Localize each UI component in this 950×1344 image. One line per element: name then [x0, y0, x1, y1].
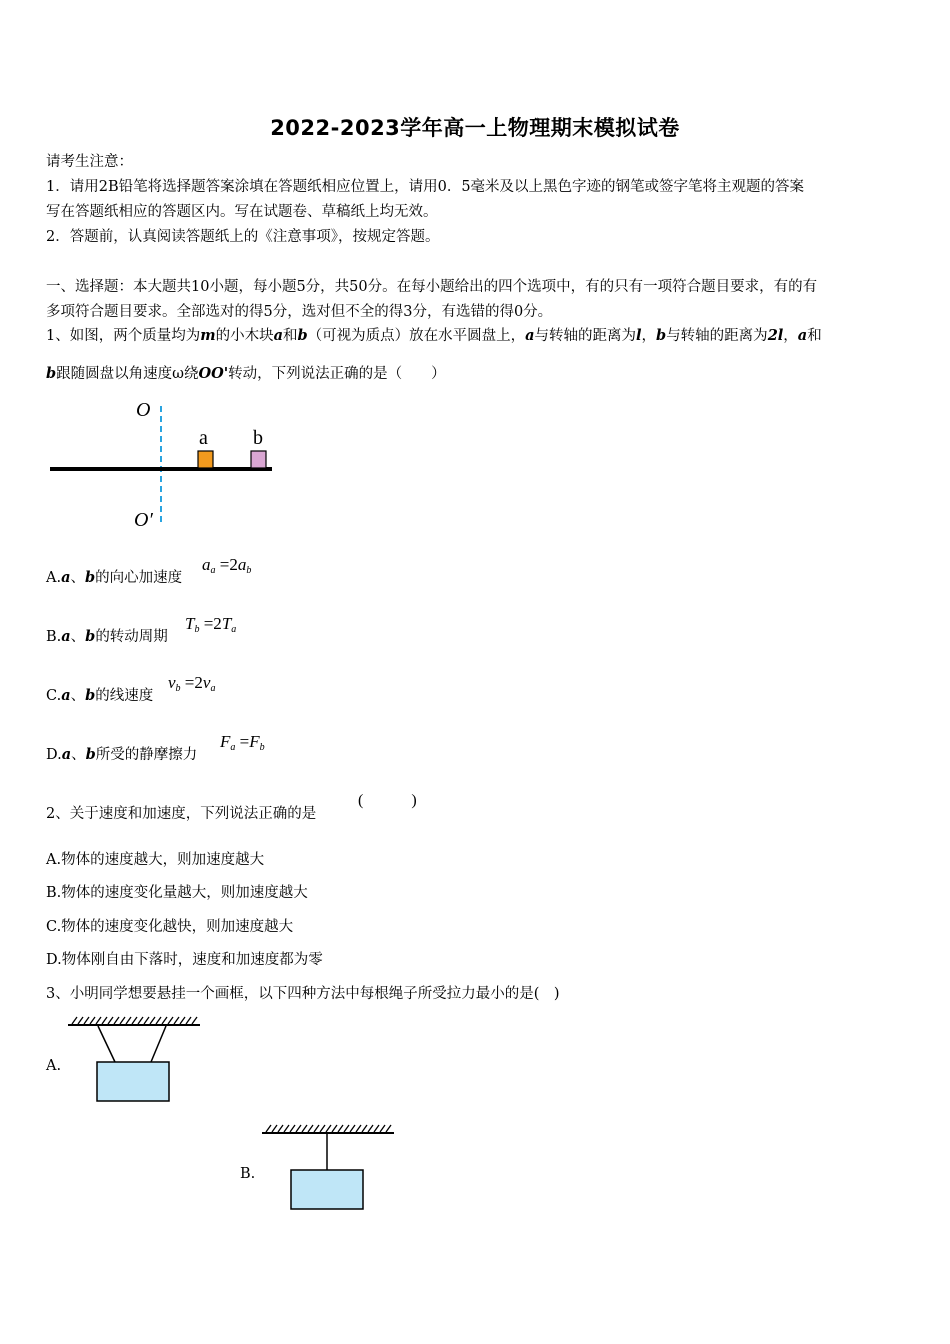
hatch-stroke — [320, 1125, 325, 1132]
q2-option-d[interactable]: D.物体刚自由下落时，速度和加速度都为零 — [46, 952, 323, 968]
hatch-stroke — [126, 1017, 131, 1024]
axis-label-o: O — [136, 399, 151, 421]
axis-label-o-prime: O′ — [134, 509, 153, 531]
section-heading-line-1: 一、选择题：本大题共10小题，每小题5分，共50分。在每小题给出的四个选项中，有的只有一项符合题目要求，有的有 — [46, 279, 818, 295]
q3-stem: 3、小明同学想要悬挂一个画框，以下四种方法中每根绳子所受拉力最小的是( ) — [46, 986, 560, 1002]
hatch-stroke — [132, 1017, 137, 1024]
q1-option-a[interactable]: A.a、b的向心加速度 — [46, 569, 183, 586]
rope-left — [98, 1026, 115, 1062]
hatch-stroke — [90, 1017, 95, 1024]
q1-rotating-disk-figure — [40, 392, 290, 537]
q1-option-b[interactable]: B.a、b的转动周期 — [46, 628, 168, 645]
hatch-stroke — [138, 1017, 143, 1024]
q1-stem-line-2: b跟随圆盘以角速度ω绕OO'转动，下列说法正确的是（ ） — [46, 365, 446, 382]
hatch-stroke — [156, 1017, 161, 1024]
hatch-stroke — [368, 1125, 373, 1132]
hatch-stroke — [338, 1125, 343, 1132]
notice-item-1-line-1: 1．请用2B铅笔将选择题答案涂填在答题纸相应位置上，请用0．5毫米及以上黑色字迹的钢笔或签字笔将主观题的答案 — [46, 179, 805, 195]
q2-stem: 2、关于速度和加速度，下列说法正确的是 — [46, 806, 317, 822]
hatch-stroke — [168, 1017, 173, 1024]
q2-answer-paren: ( ) — [358, 792, 417, 809]
hatch-stroke — [144, 1017, 149, 1024]
notice-heading: 请考生注意： — [46, 154, 133, 170]
q3-option-a-figure — [68, 1016, 203, 1106]
hatch-stroke — [374, 1125, 379, 1132]
q1-option-c-formula: $v_b =2v_a$ — [168, 673, 216, 694]
picture-frame — [97, 1062, 169, 1101]
hatch-stroke — [72, 1017, 77, 1024]
q3-option-a-label[interactable]: A. — [46, 1058, 62, 1074]
notice-item-2: 2．答题前，认真阅读答题纸上的《注意事项》，按规定答题。 — [46, 229, 440, 245]
hatch-stroke — [350, 1125, 355, 1132]
q1-option-a-formula: $a_a =2a_b$ — [202, 555, 252, 576]
q3-option-b-figure — [262, 1124, 397, 1214]
section-heading-line-2: 多项符合题目要求。全部选对的得5分，选对但不全的得3分，有选错的得0分。 — [46, 304, 553, 320]
hatch-stroke — [102, 1017, 107, 1024]
q2-option-b[interactable]: B.物体的速度变化量越大，则加速度越大 — [46, 885, 308, 901]
block-b — [251, 451, 266, 468]
hatch-stroke — [84, 1017, 89, 1024]
hatch-stroke — [356, 1125, 361, 1132]
q1-option-b-formula: $T_b =2T_a$ — [185, 614, 237, 635]
q2-option-c[interactable]: C.物体的速度变化越快，则加速度越大 — [46, 919, 294, 935]
q1-option-d[interactable]: D.a、b所受的静摩擦力 — [46, 746, 198, 763]
hatch-stroke — [386, 1125, 391, 1132]
block-b-label: b — [253, 427, 263, 449]
hatch-stroke — [296, 1125, 301, 1132]
q2-option-a[interactable]: A.物体的速度越大，则加速度越大 — [46, 852, 265, 868]
rope-right — [151, 1026, 166, 1062]
notice-item-1-line-2: 写在答题纸相应的答题区内。写在试题卷、草稿纸上均无效。 — [46, 204, 438, 220]
hatch-stroke — [326, 1125, 331, 1132]
q1-stem-line-1: 1、如图，两个质量均为m的小木块a和b（可视为质点）放在水平圆盘上，a与转轴的距离为l，b与转轴的距离为2l，a和 — [46, 327, 822, 344]
q1-option-d-formula: $F_a =F_b$ — [220, 732, 265, 753]
ceiling-hatch — [266, 1125, 391, 1132]
hatch-stroke — [290, 1125, 295, 1132]
q1-option-c[interactable]: C.a、b的线速度 — [46, 687, 154, 704]
hatch-stroke — [302, 1125, 307, 1132]
ceiling-hatch — [72, 1017, 197, 1024]
hatch-stroke — [180, 1017, 185, 1024]
hatch-stroke — [266, 1125, 271, 1132]
block-a — [198, 451, 213, 468]
hatch-stroke — [362, 1125, 367, 1132]
hatch-stroke — [332, 1125, 337, 1132]
page-title: 2022-2023学年高一上物理期末模拟试卷 — [270, 116, 680, 140]
picture-frame — [291, 1170, 363, 1209]
hatch-stroke — [96, 1017, 101, 1024]
hatch-stroke — [120, 1017, 125, 1024]
block-a-label: a — [199, 427, 208, 449]
hatch-stroke — [278, 1125, 283, 1132]
hatch-stroke — [114, 1017, 119, 1024]
hatch-stroke — [150, 1017, 155, 1024]
hatch-stroke — [314, 1125, 319, 1132]
q3-option-b-label[interactable]: B. — [240, 1166, 256, 1182]
hatch-stroke — [108, 1017, 113, 1024]
hatch-stroke — [192, 1017, 197, 1024]
hatch-stroke — [186, 1017, 191, 1024]
hatch-stroke — [308, 1125, 313, 1132]
hatch-stroke — [344, 1125, 349, 1132]
hatch-stroke — [380, 1125, 385, 1132]
hatch-stroke — [78, 1017, 83, 1024]
hatch-stroke — [272, 1125, 277, 1132]
hatch-stroke — [284, 1125, 289, 1132]
hatch-stroke — [162, 1017, 167, 1024]
hatch-stroke — [174, 1017, 179, 1024]
